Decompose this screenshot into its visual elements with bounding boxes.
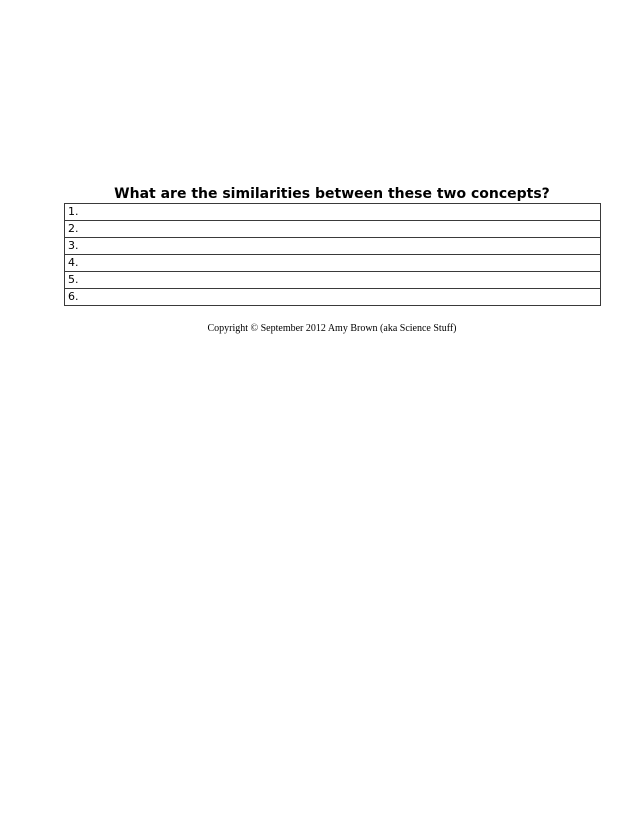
row-number-cell[interactable]: 1.: [65, 204, 601, 221]
copyright-notice: Copyright © September 2012 Amy Brown (aka Science Stuff): [207, 323, 457, 334]
table-row: [65, 289, 601, 306]
row-number-cell[interactable]: 4.: [65, 255, 601, 272]
table-row: [65, 272, 601, 289]
worksheet-heading: What are the similarities between these two concepts?: [114, 186, 550, 202]
row-number-cell[interactable]: 5.: [65, 272, 601, 289]
table-row: [65, 255, 601, 272]
table-row: [65, 221, 601, 238]
similarities-table: [64, 203, 601, 306]
row-number-cell[interactable]: 6.: [65, 289, 601, 306]
row-number-cell[interactable]: 3.: [65, 238, 601, 255]
table-row: [65, 204, 601, 221]
table-row: [65, 238, 601, 255]
row-number-cell[interactable]: 2.: [65, 221, 601, 238]
